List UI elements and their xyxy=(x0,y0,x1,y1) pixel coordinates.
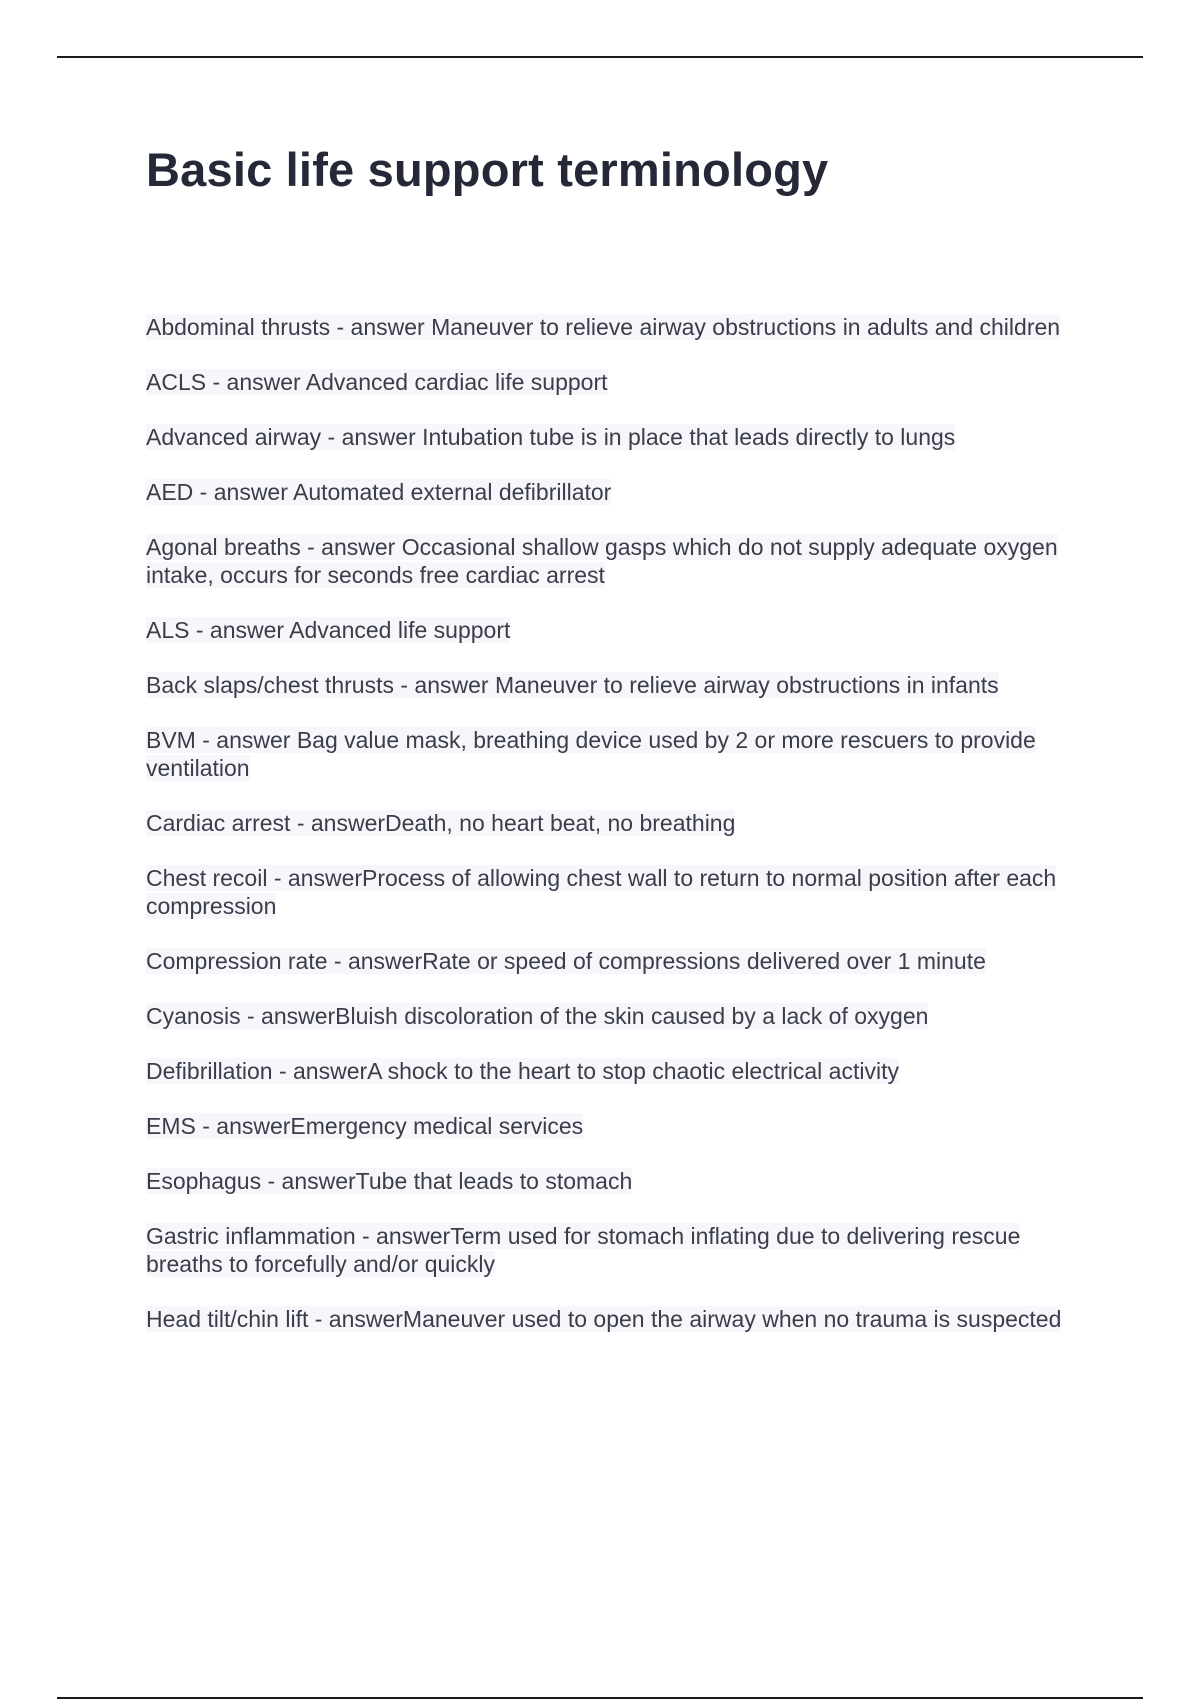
term-entry-chest-recoil xyxy=(146,864,1086,920)
term-entry-bvm xyxy=(146,726,1086,782)
term-entry-gastric-inflammation xyxy=(146,1222,1086,1278)
term-entry-agonal-breaths xyxy=(146,533,1086,589)
term-entry-cyanosis xyxy=(146,1002,1086,1030)
term-entry-text: Gastric inflammation - answerTerm used for stomach inflating due to delivering rescue breaths to forcefully and/or quickly xyxy=(146,1223,1021,1277)
term-entry-text: Abdominal thrusts - answer Maneuver to relieve airway obstructions in adults and children xyxy=(146,314,1061,340)
term-entry-text: Esophagus - answerTube that leads to stomach xyxy=(146,1168,633,1194)
term-entry-esophagus xyxy=(146,1167,1086,1195)
term-entry-text: Compression rate - answerRate or speed of compressions delivered over 1 minute xyxy=(146,948,986,974)
term-entry-text: EMS - answerEmergency medical services xyxy=(146,1113,584,1139)
term-entry-text: Agonal breaths - answer Occasional shallow gasps which do not supply adequate oxygen intake, occurs for seconds free cardiac arrest xyxy=(146,534,1058,588)
term-entry-abdominal-thrusts xyxy=(146,313,1086,341)
bottom-rule xyxy=(57,1697,1143,1699)
page-title: Basic life support terminology xyxy=(146,143,829,196)
term-entry-text: Cyanosis - answerBluish discoloration of the skin caused by a lack of oxygen xyxy=(146,1003,929,1029)
term-entry-back-slaps xyxy=(146,671,1086,699)
term-entry-als xyxy=(146,616,1086,644)
term-entry-acls xyxy=(146,368,1086,396)
term-entry-defibrillation xyxy=(146,1057,1086,1085)
term-entry-text: ALS - answer Advanced life support xyxy=(146,617,511,643)
term-entry-advanced-airway xyxy=(146,423,1086,451)
term-entry-text: Back slaps/chest thrusts - answer Maneuver to relieve airway obstructions in infants xyxy=(146,672,999,698)
term-entry-aed xyxy=(146,478,1086,506)
term-entry-text: Defibrillation - answerA shock to the heart to stop chaotic electrical activity xyxy=(146,1058,899,1084)
term-entry-text: BVM - answer Bag value mask, breathing device used by 2 or more rescuers to provide ventilation xyxy=(146,727,1036,781)
top-rule xyxy=(57,56,1143,58)
term-entry-head-tilt-chin-lift xyxy=(146,1305,1086,1333)
term-entry-text: ACLS - answer Advanced cardiac life support xyxy=(146,369,608,395)
term-entry-text: AED - answer Automated external defibrillator xyxy=(146,479,612,505)
term-entry-text: Chest recoil - answerProcess of allowing chest wall to return to normal position after each compression xyxy=(146,865,1057,919)
terminology-list xyxy=(146,313,1086,1360)
term-entry-compression-rate xyxy=(146,947,1086,975)
term-entry-ems xyxy=(146,1112,1086,1140)
term-entry-text: Cardiac arrest - answerDeath, no heart beat, no breathing xyxy=(146,810,736,836)
term-entry-cardiac-arrest xyxy=(146,809,1086,837)
term-entry-text: Head tilt/chin lift - answerManeuver used to open the airway when no trauma is suspected xyxy=(146,1306,1062,1332)
term-entry-text: Advanced airway - answer Intubation tube is in place that leads directly to lungs xyxy=(146,424,956,450)
